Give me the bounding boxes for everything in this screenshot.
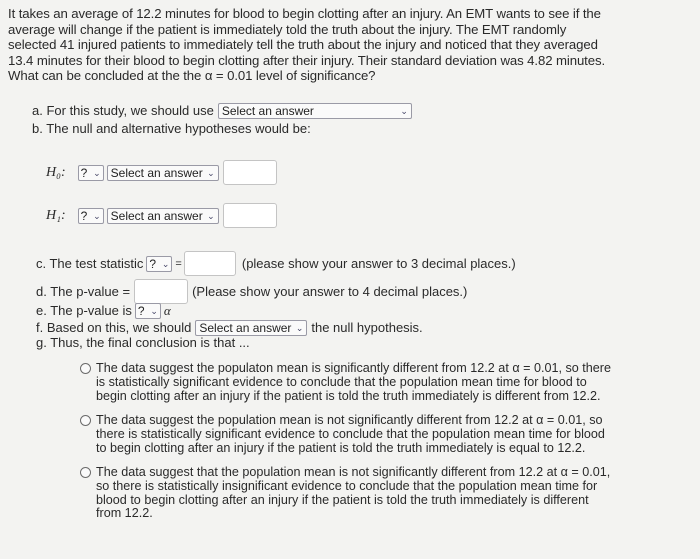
h0-parameter-value: ? — [80, 165, 88, 180]
test-statistic-select-value: ? — [149, 256, 157, 271]
part-c-note: (please show your answer to 3 decimal places.) — [241, 255, 516, 271]
conclusion-option[interactable] — [80, 362, 670, 403]
chevron-down-icon: ⌄ — [161, 258, 170, 269]
part-f-label: f. Based on this, we should — [36, 320, 192, 335]
chevron-down-icon: ⌄ — [400, 106, 408, 116]
part-e — [36, 303, 171, 319]
h1-label: H₁: — [46, 207, 66, 223]
h1-operator-value: Select an answer — [110, 208, 203, 223]
chevron-down-icon: ⌄ — [93, 210, 101, 221]
p-value-comparison-select[interactable] — [135, 303, 161, 319]
part-a-label: a. For this study, we should use — [32, 103, 214, 118]
part-b — [32, 121, 311, 137]
h1-value-input[interactable] — [223, 203, 277, 228]
decision-select[interactable] — [195, 320, 307, 336]
part-b-label: b. The null and alternative hypotheses would be: — [32, 121, 311, 136]
part-c — [36, 251, 516, 276]
p-value-comparison-value: ? — [137, 304, 145, 318]
problem-line: average will change if the patient is immediately told the truth about the injury. The EMT randomly — [8, 21, 567, 37]
alternative-hypothesis-row — [46, 203, 277, 228]
h0-label: H₀: — [46, 164, 66, 180]
part-a — [32, 103, 412, 119]
test-statistic-input[interactable] — [184, 251, 236, 276]
h1-parameter-select[interactable] — [78, 208, 104, 224]
radio-button[interactable] — [80, 467, 91, 478]
option-line: so there is statistically insignificant evidence to conclude that the population mean time for — [96, 478, 598, 493]
study-type-select[interactable] — [218, 103, 412, 119]
problem-line: selected 41 injured patients to immediately tell the truth about the injury and noticed that they averaged — [8, 37, 598, 53]
part-g — [36, 335, 250, 351]
h0-operator-select[interactable] — [107, 165, 219, 181]
h0-parameter-select[interactable] — [78, 165, 104, 181]
p-value-input[interactable] — [134, 279, 188, 304]
part-c-label: c. The test statistic — [36, 255, 144, 271]
chevron-down-icon: ⌄ — [207, 167, 215, 178]
part-d-note: (Please show your answer to 4 decimal places.) — [192, 283, 468, 299]
option-line: there is statistically significant evidence to conclude that the population mean time for blood — [96, 426, 605, 441]
radio-button[interactable] — [80, 415, 91, 426]
h0-value-input[interactable] — [223, 160, 277, 185]
option-line: is statistically significant evidence to conclude that the population mean time for blood to — [96, 374, 587, 389]
study-type-select-value: Select an answer — [221, 104, 314, 118]
h1-parameter-value: ? — [80, 208, 88, 223]
problem-line: It takes an average of 12.2 minutes for blood to begin clotting after an injury. An EMT wants to see if the — [8, 6, 601, 21]
option-line: to begin clotting after an injury if the patient is told the truth immediately is equal to 12.2. — [96, 440, 586, 455]
equals-sign: = — [175, 257, 182, 270]
conclusion-option[interactable] — [80, 466, 670, 521]
conclusion-option[interactable] — [80, 414, 670, 455]
chevron-down-icon: ⌄ — [207, 210, 215, 221]
option-line: from 12.2. — [96, 506, 153, 521]
part-d — [36, 279, 467, 304]
part-f-tail: the null hypothesis. — [311, 320, 423, 335]
option-line: blood to begin clotting after an injury if the patient is told the truth immediately is different — [96, 492, 589, 507]
option-line: The data suggest that the population mean is not significantly different from 12.2 at α = 0.01, — [96, 465, 611, 479]
null-hypothesis-row — [46, 160, 277, 185]
problem-statement — [8, 6, 688, 84]
part-d-label: d. The p-value = — [36, 283, 131, 299]
option-line: begin clotting after an injury if the patient is told the truth immediately is different from 12.2. — [96, 388, 601, 403]
problem-line: 13.4 minutes for their blood to begin clotting after their injury. Their standard deviation was 4.82 minutes. — [8, 52, 606, 68]
h0-operator-value: Select an answer — [110, 165, 203, 180]
part-f — [36, 320, 423, 336]
decision-select-value: Select an answer — [199, 321, 292, 335]
alpha-symbol: α — [163, 303, 171, 318]
h1-operator-select[interactable] — [107, 208, 219, 224]
chevron-down-icon: ⌄ — [93, 167, 101, 178]
part-g-label: g. Thus, the final conclusion is that ... — [36, 335, 250, 350]
option-line: The data suggest the populaton mean is significantly different from 12.2 at α = 0.01, so there — [96, 361, 611, 375]
test-statistic-select[interactable] — [146, 256, 172, 272]
problem-line: What can be concluded at the the α = 0.01 level of significance? — [8, 68, 376, 84]
part-e-label: e. The p-value is — [36, 303, 132, 318]
radio-button[interactable] — [80, 363, 91, 374]
chevron-down-icon: ⌄ — [150, 306, 158, 316]
chevron-down-icon: ⌄ — [295, 323, 304, 333]
option-line: The data suggest the population mean is not significantly different from 12.2 at α = 0.01, so — [96, 413, 603, 427]
